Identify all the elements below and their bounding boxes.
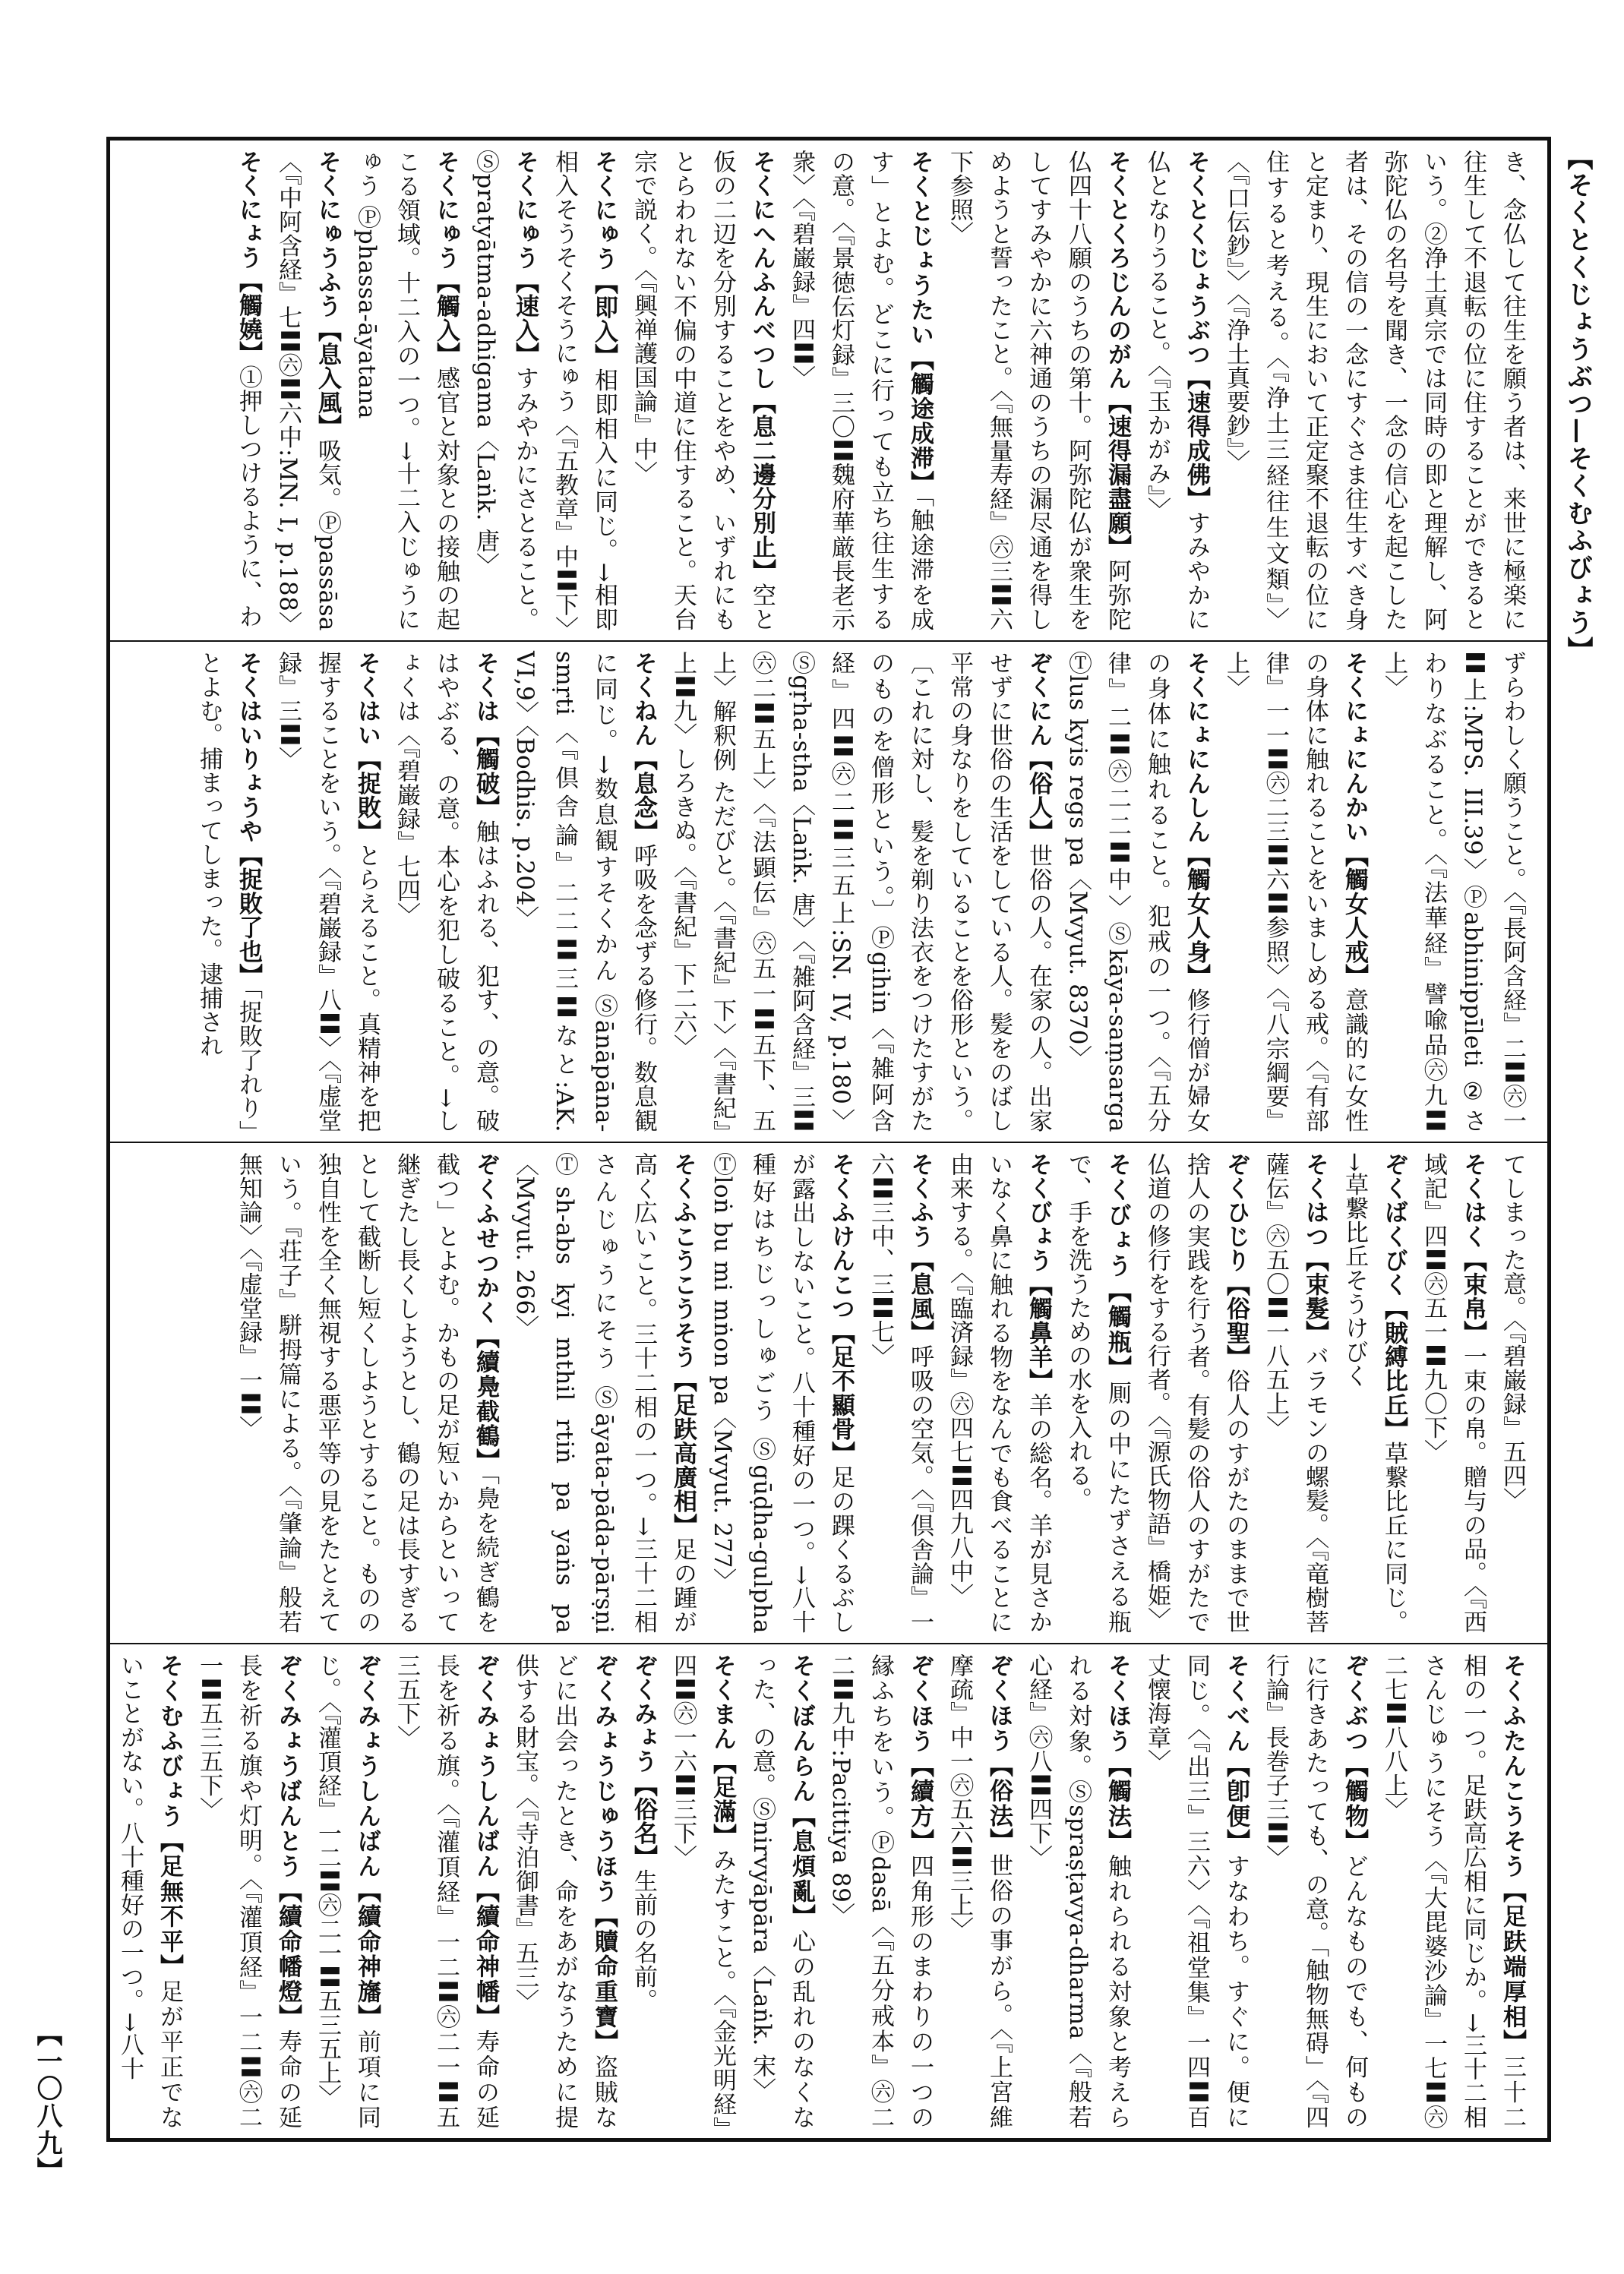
entry-definition: 盗賊などに出会ったとき、命をあがなうために提供する財宝。〈『寺泊御書』五三〉 (511, 1653, 618, 2130)
entry-definition: 阿弥陀仏四十八願のうちの第十。阿弥陀仏が衆生をしてすみやかに六神通のうちの漏尽通を得しめようと誓ったこと。〈『無量寿経』㊅三〓六下参照〉 (946, 150, 1131, 632)
tier-2-column (125, 651, 1532, 1132)
tier-1 (110, 141, 1547, 642)
entry-headword: そくむふびょう (156, 1653, 183, 1830)
entry-kanji: 【續命神旛】 (353, 1879, 381, 2030)
entry-definition: 心の乱れのなくなった、の意。Ⓢnirvyāpāra〈Laṅk. 宋〉 (748, 1653, 815, 2130)
entry-headword: そくはく (1459, 1152, 1487, 1249)
entry-headword: そくまん (709, 1653, 736, 1751)
entry-definition: 「触途滞を成す」とよむ。どこに行っても立ち往生する の意。〈『景徳伝灯録』三〇〓魏府華厳長老示衆〉〈『碧巌録』四〓〉 (788, 150, 934, 632)
entry-kanji: 【續命幡燈】 (274, 1879, 302, 2030)
entry-headword: ぞくふせつかく (472, 1152, 499, 1325)
dictionary-entry (624, 1653, 663, 2129)
entry-headword: そくにょう (235, 150, 262, 270)
entry-headword: そくにゅう (511, 150, 539, 270)
entry-definition: 四角形のまわりの一つの縁ふちをいう。Ⓟdasā〈『五分戒本』㊅二二〓九中:Pacittiya 89〉 (827, 1653, 934, 2130)
entry-definition: どんなものでも、何ものに行きあたっても、の意。「触物無碍」〈『四行論』長巻子三〓〉 (1262, 1653, 1368, 2130)
entry-kanji: 【束髮】 (1301, 1248, 1329, 1345)
entry-headword: そくにゅうふう (314, 150, 341, 319)
entry-definition: 足の踝くるぶしが露出しないこと。八十種好の一つ。→八十種好はちじっしゅごう Ⓢgūḍha-gulpha Ⓣloṅ bu mi mṅon pa〈Mvyut. 277〉 (709, 1152, 855, 1634)
entry-definition: バラモンの螺髪。〈『竜樹菩薩伝』㊅五〇〓一八五上〉 (1262, 1152, 1329, 1634)
dictionary-entry (1414, 1152, 1493, 1634)
entry-headword: そくとじょうたい (906, 150, 934, 348)
entry-kanji: 【速入】 (511, 270, 539, 367)
dictionary-entry (1335, 1152, 1414, 1634)
entry-kanji: 【續鳧截鶴】 (472, 1325, 499, 1473)
entry-headword: ぞくみょうばんとう (274, 1653, 302, 1880)
dictionary-entry (229, 150, 268, 631)
tier-1-column (125, 150, 1532, 640)
entry-definition: 世俗の事がら。〈『上宮維摩疏』中一㊅五六〓三上〉 (946, 1653, 1013, 2130)
entry-kanji: 【觸女人身】 (1183, 843, 1210, 988)
dictionary-entry (940, 150, 1137, 631)
entry-definition: すみやかにさとること。Ⓢpratyātma-adhigama〈Laṅk. 唐〉 (472, 150, 539, 632)
entry-headword: ぞくみょうしんばん (353, 1653, 381, 1880)
entry-kanji: 【觸法】 (1104, 1754, 1131, 1855)
entry-headword: そくとくじょうぶつ (1183, 150, 1210, 367)
entry-kanji: 【俗聖】 (1222, 1272, 1250, 1369)
entry-headword: そくはつ (1301, 1152, 1329, 1249)
dictionary-entry (1058, 651, 1216, 1132)
entry-headword: そくにょにんしん (1183, 651, 1210, 844)
entry-kanji: 【足不顯骨】 (827, 1320, 855, 1466)
dictionary-entry (742, 1653, 821, 2129)
entry-kanji: 【俗名】 (630, 1773, 657, 1869)
entry-kanji: 【速得成佛】 (1183, 366, 1210, 511)
dictionary-entry (347, 150, 466, 631)
entry-definition: すなわち。すぐに。便に同じ。〈『出三』三六〉〈『祖堂集』一四〓百丈懐海章〉 (1143, 1653, 1250, 2130)
entry-definition: き、念仏して往生を願う者は、来世に極楽に往生して不退転の位に住することができるという。②浄土真宗では同時の即と理解し、阿弥陀仏の名号を聞き、一念の信心を起こした者は、その信の一念にすぐさま往生すべき身と定まり、現生において正定聚不退転の位に住すると考える。〈『浄土三経往生文類』〉〈『口伝鈔』〉〈『浄土真要鈔』〉 (1222, 150, 1526, 631)
dictionary-entry (1374, 651, 1532, 1132)
dictionary-entry (1256, 1653, 1374, 2129)
entry-definition: 吸気。Ⓟpassāsa〈『中阿含経』七〓㊅〓六中:MN. I, p.188〉 (274, 150, 341, 636)
dictionary-entry (387, 1653, 505, 2129)
dictionary-entry (229, 1152, 505, 1634)
entry-definition: 触れられる対象と考えられる対象。Ⓢspraṣṭavya-dharma〈『般若心経』㊅八〓四下〉 (1025, 1653, 1131, 2130)
entry-kanji: 【觸物】 (1341, 1754, 1368, 1855)
entry-kanji: 【息風】 (906, 1248, 934, 1345)
running-head: 【そくとくじょうぶつ—そくむふびょう】 (1562, 144, 1593, 664)
tier-4-column (116, 1653, 1532, 2130)
entry-kanji: 【觸破】 (472, 723, 499, 820)
entry-definition: 空と仮の二辺を分別することをやめ、いずれにもとらわれない不偏の中道に住すること。天台宗で説く。〈『興禅護国論』中〉 (630, 150, 776, 632)
dictionary-entry (1493, 1152, 1532, 1634)
entry-headword: そくにょにんかい (1341, 651, 1368, 844)
entry-definition: すみやかに仏となりうること。〈『玉かがみ』〉 (1143, 150, 1210, 632)
tier-2 (110, 642, 1547, 1143)
entry-kanji: 【觸瓶】 (1104, 1279, 1131, 1382)
entry-definition: 呼吸の空気。〈『倶舎論』一六〓三中、三〓七〉 (867, 1152, 934, 1634)
dictionary-entry (940, 1653, 1019, 2129)
entry-definition: 意識的に女性の身体に触れることをいましめる戒。〈『有部律』一一〓㊅二三〓六〓参照〉〈『八宗綱要』上〉 (1222, 651, 1368, 1133)
dictionary-entry (624, 150, 782, 631)
entry-headword: そくにゅう (590, 150, 618, 271)
entry-kanji: 【續方】 (906, 1754, 934, 1855)
dictionary-entry (308, 1653, 387, 2129)
dictionary-entry (268, 651, 387, 1132)
entry-kanji: 【息煩亂】 (788, 1804, 815, 1930)
entry-kanji: 【觸鼻羊】 (1025, 1272, 1052, 1394)
dictionary-entry (545, 150, 624, 640)
entry-definition: 羊の総名。羊が見さかいなく鼻に触れる物をなんでも食べることに由来する。〈『臨済録』㊅四七〓四九八中〉 (946, 1152, 1052, 1634)
entry-kanji: 【俗人】 (1025, 747, 1052, 844)
dictionary-entry (703, 1152, 861, 1634)
entry-definition: 寿命の延長を祈る旗。〈『灌頂経』一二〓㊅二一〓五三五下〉 (393, 1653, 499, 2130)
dictionary-entry (1216, 150, 1532, 631)
entry-kanji: 【觸女人戒】 (1341, 843, 1368, 988)
entry-definition: 寿命の延長を祈る旗や灯明。〈『灌頂経』一二〓㊅二一〓五三五下〉 (195, 1653, 302, 2130)
dictionary-entry (1019, 1653, 1137, 2129)
entry-definition: とらえること。真精神を把握することをいう。〈『碧巌録』八〓〉〈『虚堂録』三〓〉 (274, 651, 381, 1133)
entry-definition: 足が平正でないことがない。八十種好の一つ。→八十 (116, 1653, 183, 2130)
entry-definition: 触はふれる、犯す、の意。破はやぶる、の意。本心を犯し破ること。→しょくは〈『碧巌録』七四〉 (393, 651, 499, 1133)
entry-headword: そくふたんこうそう (1499, 1653, 1526, 1880)
entry-definition: 俗人のすがたのままで世捨人の実践を行う者。有髪の俗人のすがたで仏道の修行をする行者。〈『源氏物語』橋姫〉 (1143, 1152, 1250, 1634)
entry-headword: そくとくろじんのがん (1104, 150, 1131, 391)
entry-headword: ぞくぶつ (1341, 1653, 1368, 1754)
entry-headword: ぞくみょうしんばん (472, 1653, 499, 1880)
dictionary-entry (466, 150, 545, 631)
tier-3 (110, 1143, 1547, 1644)
dictionary-entry (663, 651, 1058, 1132)
entry-headword: そくぼんらん (788, 1653, 815, 1805)
tier-3-column (125, 1152, 1532, 1634)
dictionary-entry (861, 1152, 940, 1634)
dictionary-entry (110, 1653, 189, 2129)
entry-definition: 足の踵が高く広いこと。三十二相の一つ。→三十二相さんじゅうにそう Ⓢāyata-pāda-pārṣṇi Ⓣsh-abs kyi mthil rtiṅ pa yaṅs pa〈Mvyut. 266〉 (511, 1152, 697, 1634)
dictionary-entry (189, 1653, 308, 2129)
entry-headword: そくはいりょうや (235, 651, 262, 844)
entry-definition: 呼吸を念ずる修行。数息観に同じ。→数息観すそくかん Ⓢānāpāna-smṛti〈『倶舎論』二二〓三〓なと:AK. VI,9〉〈Bodhis. p.204〉 (511, 651, 657, 1133)
entry-kanji: 【觸途成滞】 (906, 347, 934, 496)
dictionary-entry (1374, 1653, 1532, 2129)
entry-kanji: 【捉敗了也】 (235, 843, 262, 988)
dictionary-entry (940, 1152, 1058, 1634)
entry-kanji: 【即入】 (590, 270, 618, 368)
entry-kanji: 【足無不平】 (156, 1829, 183, 1980)
entry-kanji: 【速得漏盡願】 (1104, 390, 1131, 560)
entry-definition: 三十二相の一つ。足趺高広相に同じか。→三十二相さんじゅうにそう〈『大毘婆沙論』一七〓㊅二七〓八八上〉 (1380, 1653, 1526, 2130)
dictionary-entry (1216, 651, 1374, 1132)
entry-definition: 感官と対象との接触の起こる領域。十二入の一つ。→十二入じゅうにゅう Ⓟphassa-āyatana (353, 150, 460, 632)
entry-definition: 草繋比丘に同じ。→草繋比丘そうけびく (1341, 1152, 1408, 1634)
entry-headword: ぞくにん (1025, 651, 1052, 747)
dictionary-entry (1137, 150, 1216, 631)
entry-definition: てしまった意。〈『碧巌録』五四〉 (1499, 1152, 1526, 1511)
entry-definition: 「捉敗了れり」とよむ。捕まってしまった。逮捕され (195, 651, 262, 1133)
entry-definition: ①押しつけるように、わ (235, 365, 262, 628)
dictionary-entry (268, 150, 347, 636)
entry-kanji: 【息念】 (630, 747, 657, 844)
dictionary-entry (505, 1152, 703, 1634)
dictionary-entry (663, 1653, 742, 2129)
dictionary-entry (1137, 1653, 1256, 2129)
dictionary-page-frame (106, 137, 1551, 2142)
dictionary-entry (1137, 1152, 1256, 1634)
entry-definition: 相即相入に同じ。→相即相入そうそくそうにゅう〈『五教章』中〓下〉 (551, 150, 618, 640)
entry-headword: ぞくみょう (630, 1653, 657, 1773)
entry-definition: みたすこと。〈『金光明経』四〓㊅一六〓三下〉 (669, 1653, 736, 2130)
page-number: 【一〇八九】 (32, 2020, 62, 2184)
entry-definition: 修行僧が婦女の身体に触れること。犯戒の一つ。〈『五分律』二〓㊅二二〓中〉Ⓢkāya-saṃsarga Ⓣlus kyis regs pa〈Mvyut. 8370〉 (1064, 651, 1210, 1133)
entry-kanji: 【觸嬈】 (235, 269, 262, 365)
entry-headword: そくべん (1222, 1653, 1250, 1754)
entry-kanji: 【息入風】 (314, 318, 341, 439)
entry-headword: ぞくばくびく (1380, 1152, 1408, 1297)
entry-kanji: 【贖命重寶】 (590, 1904, 618, 2055)
dictionary-entry (505, 651, 663, 1132)
entry-headword: ぞくみょうじゅうほう (590, 1653, 618, 1905)
entry-headword: そくびょう (1025, 1152, 1052, 1273)
entry-headword: そくは (472, 651, 499, 724)
entry-kanji: 【足滿】 (709, 1751, 736, 1849)
entry-definition: ずらわしく願うこと。〈『長阿含経』二〓㊅一〓上:MPS. III.39〉Ⓟabhinippīleti ②さわりなぶること。〈『法華経』譬喩品㊅九〓上〉 (1380, 651, 1526, 1132)
dictionary-entry (1058, 1152, 1137, 1634)
entry-headword: そくふう (906, 1152, 934, 1249)
entry-definition: 生前の名前。 (630, 1868, 657, 2013)
entry-headword: そくびょう (1104, 1152, 1131, 1280)
entry-kanji: 【賊縛比丘】 (1380, 1296, 1408, 1442)
dictionary-entry (782, 150, 940, 631)
entry-kanji: 【息二邊分別止】 (748, 390, 776, 583)
entry-headword: そくふこうこうそう (669, 1152, 697, 1369)
entry-definition: 一束の帛。贈与の品。〈『西域記』四〓㊅五一〓九〇下〉 (1420, 1152, 1487, 1634)
dictionary-entry (189, 651, 268, 1132)
entry-kanji: 【俗法】 (985, 1753, 1013, 1854)
dictionary-entry (387, 651, 505, 1132)
entry-kanji: 【卽便】 (1222, 1754, 1250, 1855)
entry-kanji: 【束帛】 (1459, 1248, 1487, 1345)
entry-kanji: 【捉敗】 (353, 747, 381, 844)
entry-definition: 「鳧を続ぎ鶴を截つ」とよむ。かもの足が短いからといって継ぎたし長くしようとし、鶴の足は長すぎるとして截断し短くしようとすること。ものの独自性を全く無視する悪平等の見をたとえていう。『荘子』駢拇篇による。〈『肇論』般若無知論〉〈『虚堂録』一〓〉 (235, 1152, 499, 1634)
dictionary-entry (821, 1653, 940, 2129)
entry-kanji: 【足趺高廣相】 (669, 1369, 697, 1538)
entry-headword: そくねん (630, 651, 657, 747)
entry-headword: ぞくほう (906, 1653, 934, 1754)
entry-headword: そくにへんふんべつし (748, 150, 776, 391)
entry-headword: ぞくひじり (1222, 1152, 1250, 1273)
entry-definition: 厠の中にたずさえる瓶で、手を洗うための水を入れる。 (1064, 1152, 1131, 1634)
tier-4 (110, 1644, 1547, 2138)
dictionary-entry (1256, 1152, 1335, 1634)
entry-headword: そくほう (1104, 1653, 1131, 1754)
entry-headword: ぞくほう (985, 1653, 1013, 1754)
entry-kanji: 【足趺端厚相】 (1499, 1879, 1526, 2055)
entry-definition: 前項に同じ。〈『灌頂経』一二〓㊅二一〓五三五上〉 (314, 1653, 381, 2130)
entry-kanji: 【續命神幡】 (472, 1879, 499, 2030)
dictionary-entry (505, 1653, 624, 2129)
entry-headword: そくにゅう (432, 150, 460, 270)
entry-headword: そくふけんこつ (827, 1152, 855, 1321)
entry-headword: そくはい (353, 651, 381, 747)
entry-kanji: 【觸入】 (432, 270, 460, 367)
entry-definition: 世俗の人。在家の人。出家せずに世俗の生活をしている人。髪をのばし平常の身なりをしていることを俗形という。〔これに対し、髪を剃り法衣をつけたすがたのものを僧形という。〕Ⓟgihin〈『雑阿含経』四〓㊅二〓三五上:SN. IV, p.180〉Ⓢgṛha-stha〈Laṅk. 唐〉〈『雑阿含経』三〓㊅二〓五上〉〈『法顕伝』㊅五一〓五下、五上〉解釈例 ただびと。〈『書紀』下〉〈『書紀』上〓九〉しろきぬ。〈『書紀』下二六〉 (669, 651, 1052, 1133)
